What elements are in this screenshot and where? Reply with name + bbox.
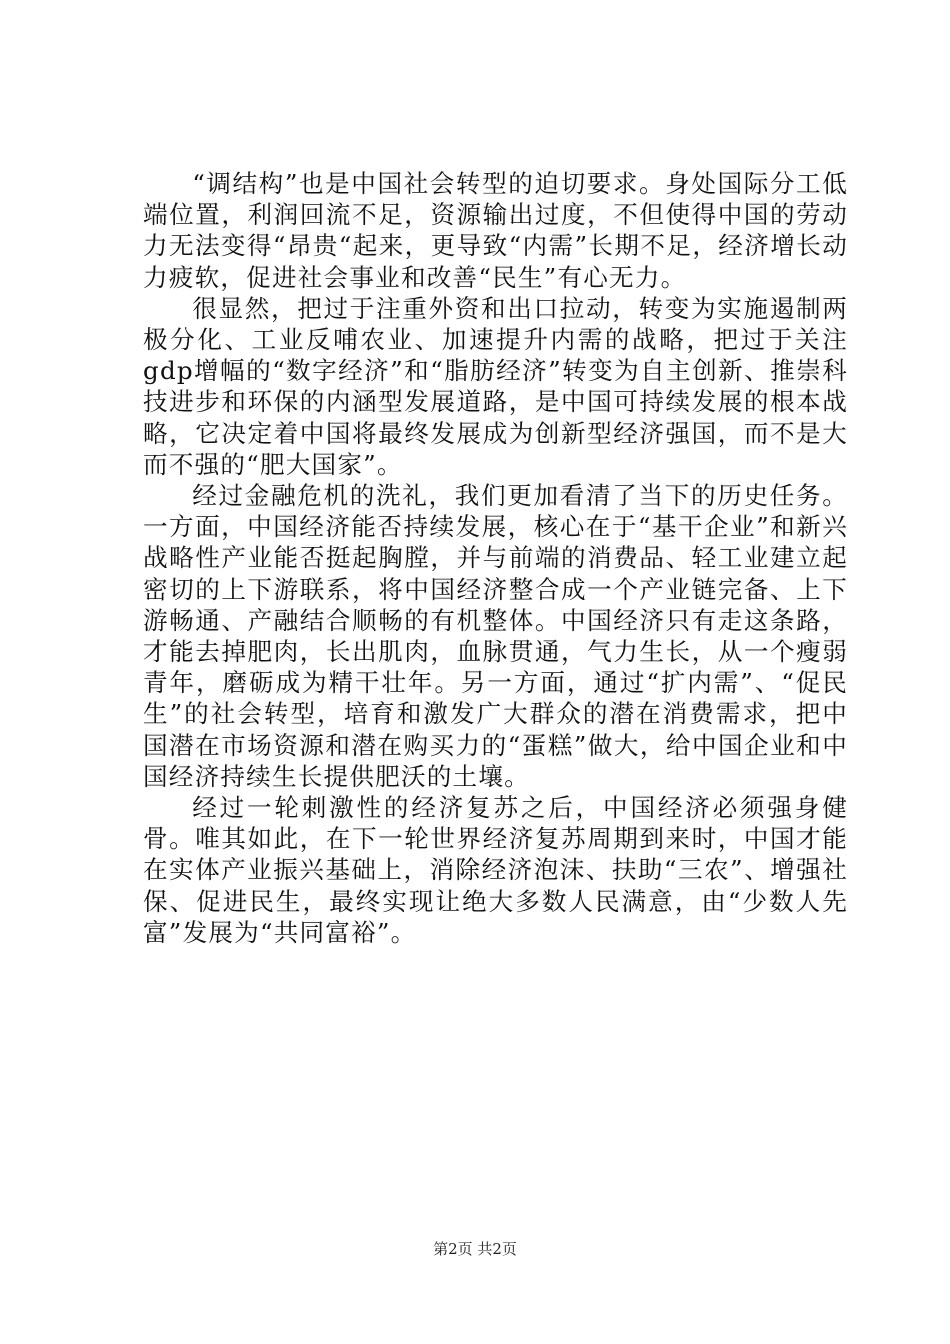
paragraph-4: 经过一轮刺激性的经济复苏之后，中国经济必须强身健骨。唯其如此，在下一轮世界经济复苏周期到来时，中国才能在实体产业振兴基础上，消除经济泡沫、扶助“三农”、增强社保、促进民生，最终实现让绝大多数人民满意，由“少数人先富”发展为“共同富裕”。 — [143, 793, 848, 947]
page-number-footer: 第2页 共2页 — [433, 1240, 517, 1258]
paragraph-2: 很显然，把过于注重外资和出口拉动，转变为实施遏制两极分化、工业反哺农业、加速提升内需的战略，把过于关注gdp增幅的“数字经济”和“脂肪经济”转变为自主创新、推崇科技进步和环保的内涵型发展道路，是中国可持续发展的根本战略，它决定着中国将最终发展成为创新型经济强国，而不是大而不强的“肥大国家”。 — [143, 293, 848, 479]
paragraph-1: “调结构”也是中国社会转型的迫切要求。身处国际分工低端位置，利润回流不足，资源输出过度，不但使得中国的劳动力无法变得“昂贵“起来，更导致“内需”长期不足，经济增长动力疲软，促进社会事业和改善“民生”有心无力。 — [143, 169, 848, 292]
document-body — [143, 168, 848, 948]
paragraph-3: 经过金融危机的洗礼，我们更加看清了当下的历史任务。一方面，中国经济能否持续发展，核心在于“基干企业”和新兴战略性产业能否挺起胸膛，并与前端的消费品、轻工业建立起密切的上下游联系，将中国经济整合成一个产业链完备、上下游畅通、产融结合顺畅的有机整体。中国经济只有走这条路，才能去掉肥肉，长出肌肉，血脉贯通，气力生长，从一个瘦弱青年，磨砺成为精干壮年。另一方面，通过“扩内需”、“促民生”的社会转型，培育和激发广大群众的潜在消费需求，把中国潜在市场资源和潜在购买力的“蛋糕”做大，给中国企业和中国经济持续生长提供肥沃的土壤。 — [143, 481, 848, 791]
